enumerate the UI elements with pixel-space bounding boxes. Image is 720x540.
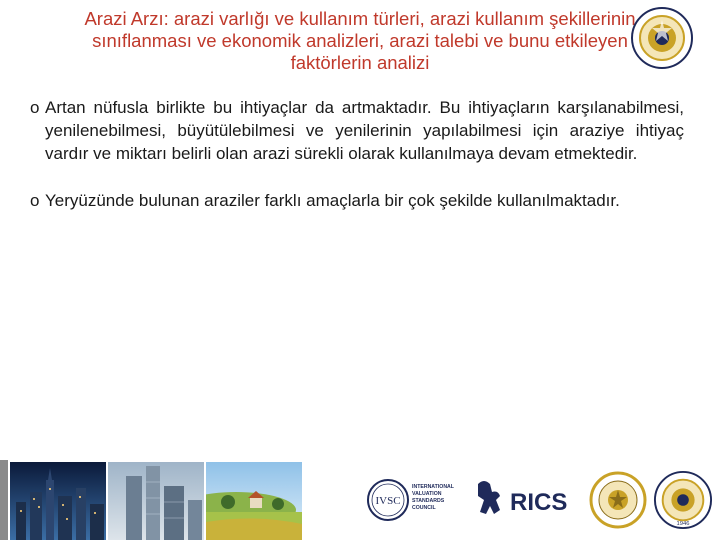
university-seal-small-logo	[588, 470, 648, 530]
bullet-text: Artan nüfusla birlikte bu ihtiyaçlar da artmaktadır. Bu ihtiyaçların karşılanabilmesi, yenilenebilmesi, büyütülebilmesi ve yenilerinin yapılabilmesi için araziye ihtiyaç vardır ve miktarı belirli olan arazi sürekli olarak kullanılmaya devam etmektedir.	[45, 98, 684, 163]
bullet-marker: o	[30, 191, 40, 210]
footer-edge-strip	[0, 460, 8, 540]
ivsc-logo	[366, 470, 466, 530]
bullet-marker: o	[30, 98, 40, 117]
title-line-3: faktörlerin analizi	[290, 52, 430, 73]
university-year: 1946	[676, 521, 690, 528]
bullet-text: Yeryüzünde bulunan araziler farklı amaçlarla bir çok şekilde kullanılmaktadır.	[45, 191, 620, 210]
slide-title	[18, 8, 702, 74]
university-seal-logo	[630, 6, 694, 70]
ivsc-logo-text: IVSC	[375, 495, 401, 507]
bullet-item	[30, 96, 684, 165]
slide-content	[30, 96, 684, 236]
city-night-photo	[10, 462, 106, 540]
rics-logo	[470, 470, 582, 530]
skyscraper-photo	[108, 462, 204, 540]
ivsc-caption: INTERNATIONAL VALUATION STANDARDS COUNCIL	[412, 484, 454, 511]
bullet-item	[30, 189, 684, 212]
countryside-photo	[206, 462, 302, 540]
title-line-1: Arazi Arzı: arazi varlığı ve kullanım türleri, arazi kullanım şekillerinin	[84, 8, 636, 29]
rics-logo-text: RICS	[510, 489, 568, 516]
title-line-2: sınıflanması ve ekonomik analizleri, arazi talebi ve bunu etkileyen	[92, 30, 628, 51]
ankara-university-logo	[652, 470, 714, 530]
